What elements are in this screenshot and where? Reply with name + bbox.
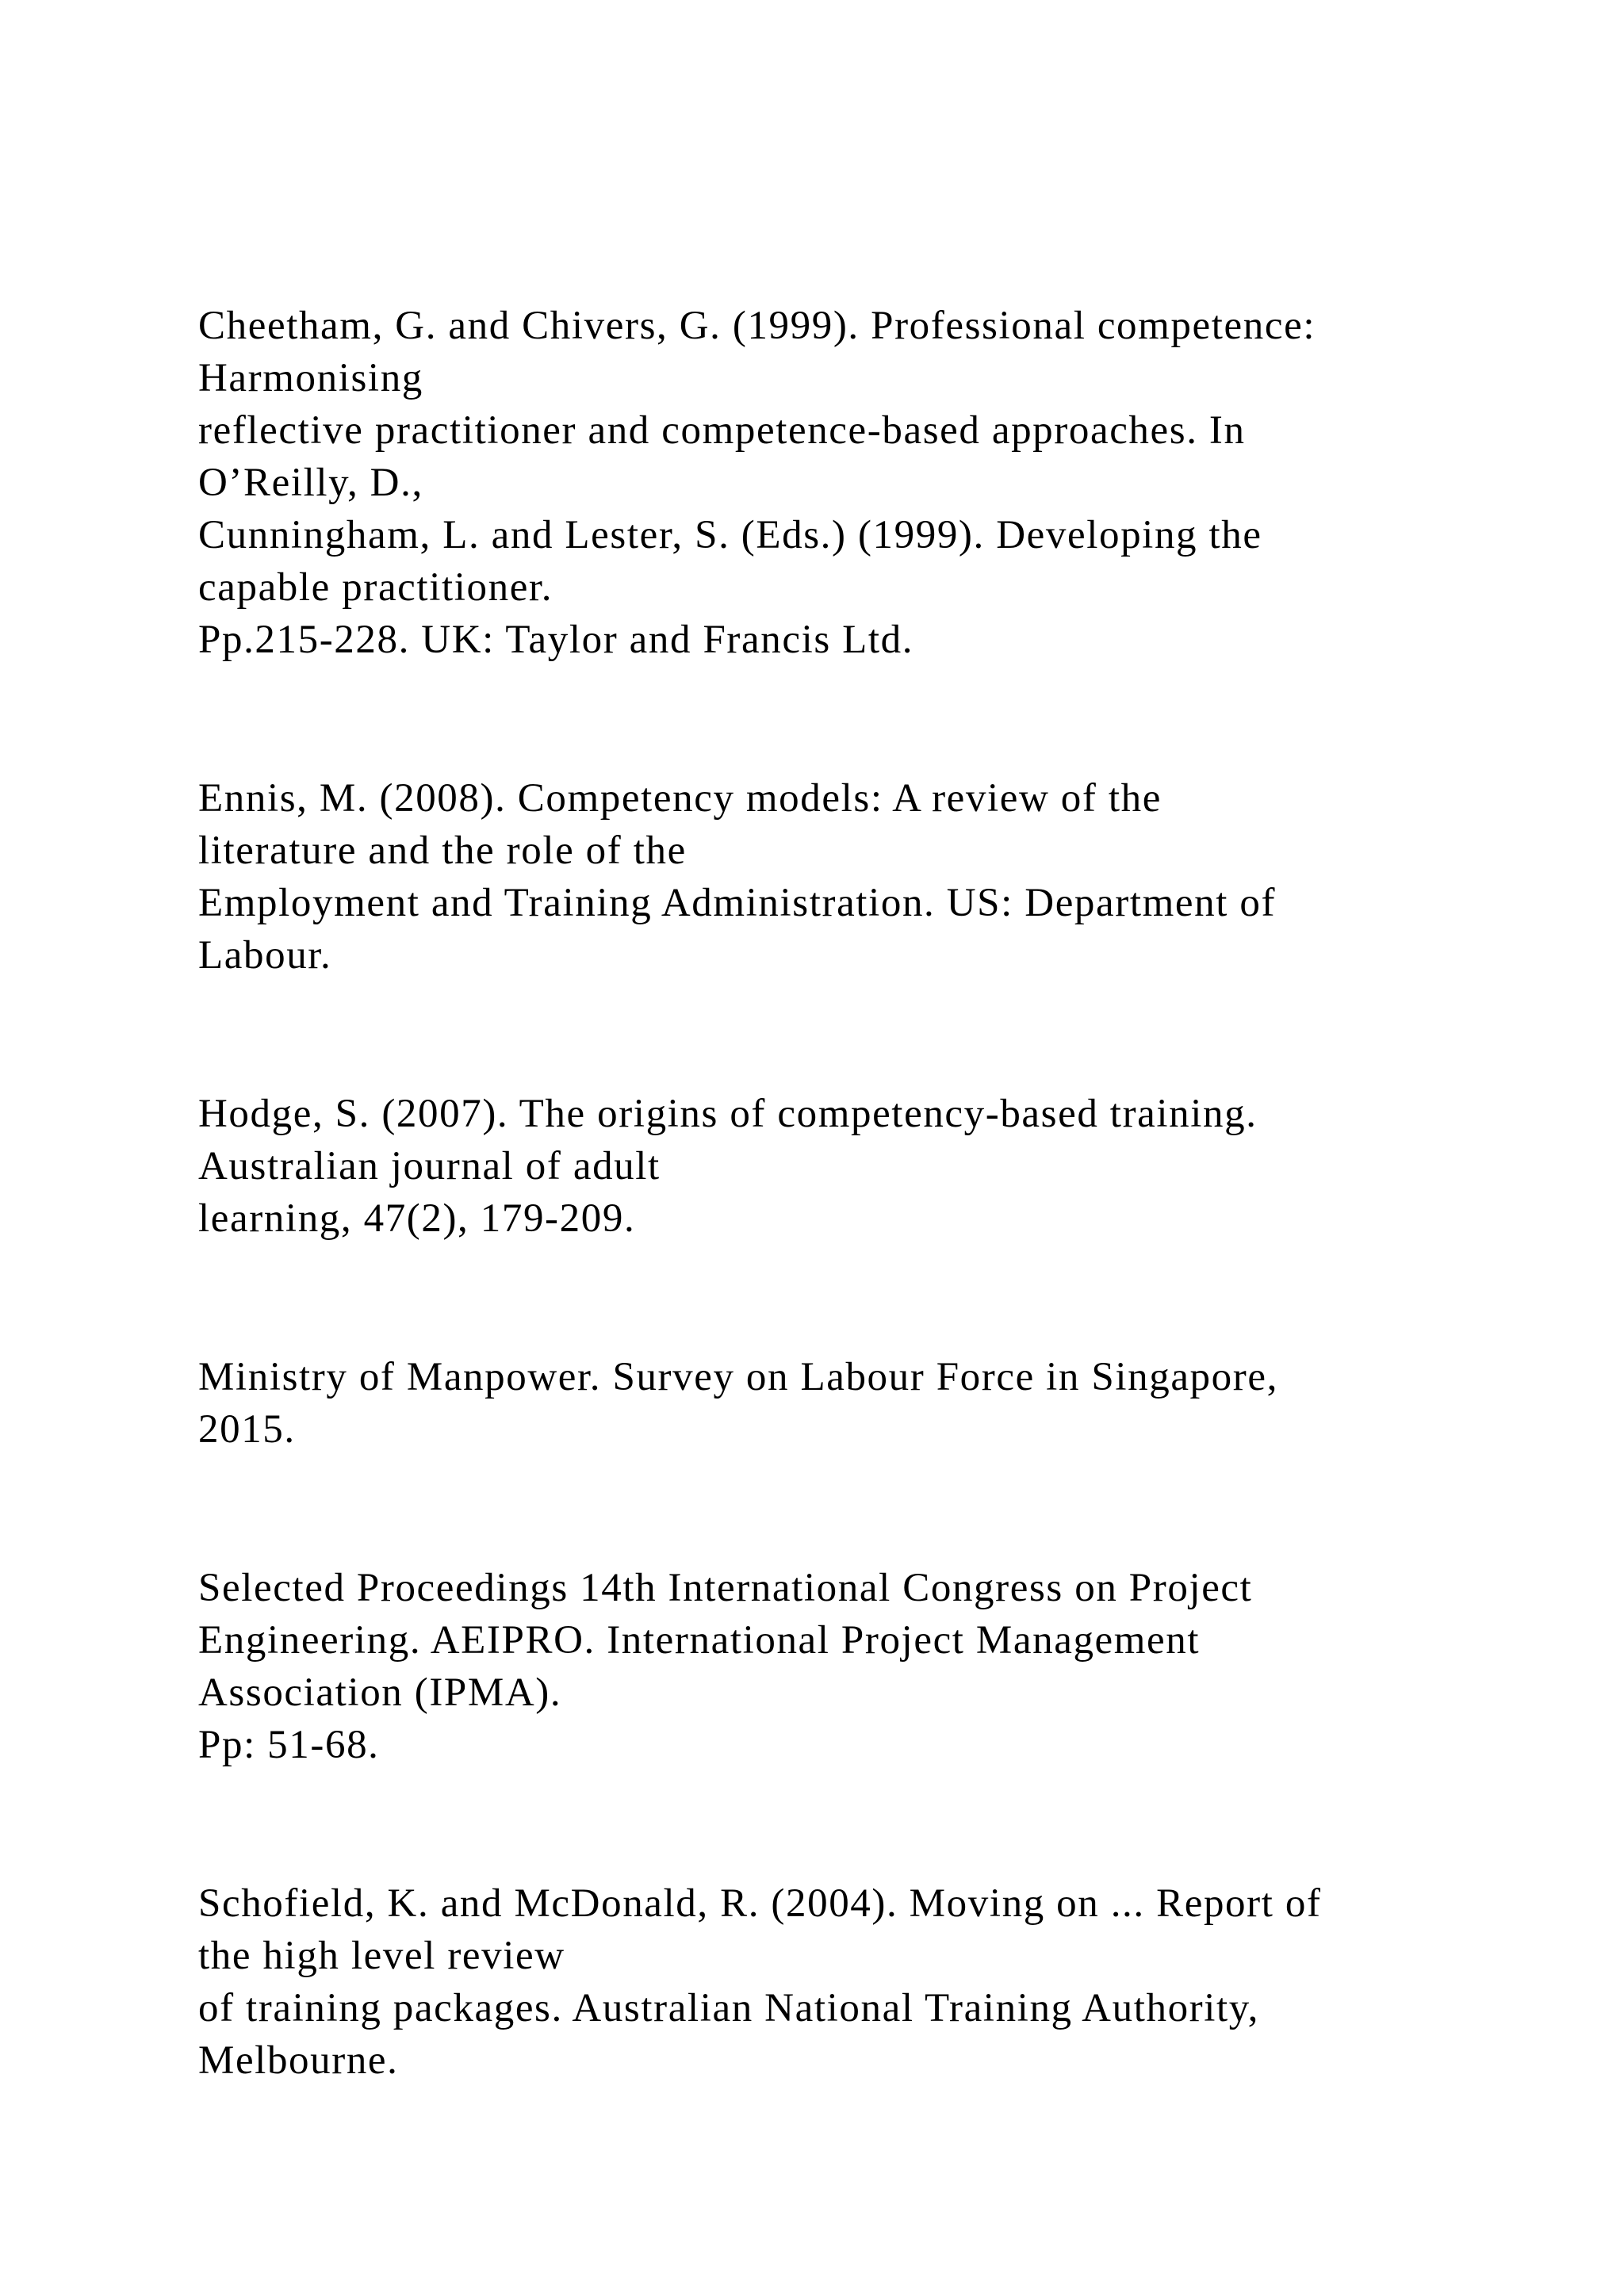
reference-line: learning, 47(2), 179-209. <box>198 1196 636 1241</box>
reference-line: Cheetham, G. and Chivers, G. (1999). Professional competence: <box>198 304 1316 348</box>
reference-line: Melbourne. <box>198 2038 399 2083</box>
reference-line: Schofield, K. and McDonald, R. (2004). Moving on ... Report of <box>198 1881 1322 1926</box>
reference-line: capable practitioner. <box>198 565 553 610</box>
reference-line: Pp.215-228. UK: Taylor and Francis Ltd. <box>198 618 914 662</box>
reference-line: Association (IPMA). <box>198 1670 562 1715</box>
reference-line: O’Reilly, D., <box>198 461 423 505</box>
reference-line: Labour. <box>198 933 332 978</box>
reference-line: Ennis, M. (2008). Competency models: A review of the <box>198 776 1162 821</box>
reference-line: Employment and Training Administration. US: Department of <box>198 881 1277 925</box>
reference-entry-cheetham <box>198 300 1530 666</box>
reference-entry-schofield <box>198 1877 1530 2087</box>
reference-line: Selected Proceedings 14th International Congress on Project <box>198 1566 1253 1610</box>
reference-line: Harmonising <box>198 356 423 400</box>
reference-line: 2015. <box>198 1407 296 1452</box>
reference-entry-ennis <box>198 772 1530 982</box>
reference-line: Pp: 51-68. <box>198 1723 380 1767</box>
reference-line: Hodge, S. (2007). The origins of competency-based training. <box>198 1092 1258 1136</box>
reference-line: Engineering. AEIPRO. International Project Management <box>198 1618 1201 1663</box>
reference-list <box>198 300 1530 2087</box>
reference-entry-ministry-of-manpower <box>198 1351 1530 1456</box>
reference-line: literature and the role of the <box>198 828 687 873</box>
reference-line: of training packages. Australian National Training Authority, <box>198 1986 1259 2030</box>
reference-line: Ministry of Manpower. Survey on Labour Force in Singapore, <box>198 1355 1278 1399</box>
reference-entry-aeipro-proceedings <box>198 1562 1530 1771</box>
reference-line: Cunningham, L. and Lester, S. (Eds.) (1999). Developing the <box>198 513 1262 557</box>
reference-entry-hodge <box>198 1088 1530 1245</box>
reference-line: the high level review <box>198 1934 565 1978</box>
reference-line: Australian journal of adult <box>198 1144 661 1188</box>
reference-line: reflective practitioner and competence-based approaches. In <box>198 408 1246 453</box>
